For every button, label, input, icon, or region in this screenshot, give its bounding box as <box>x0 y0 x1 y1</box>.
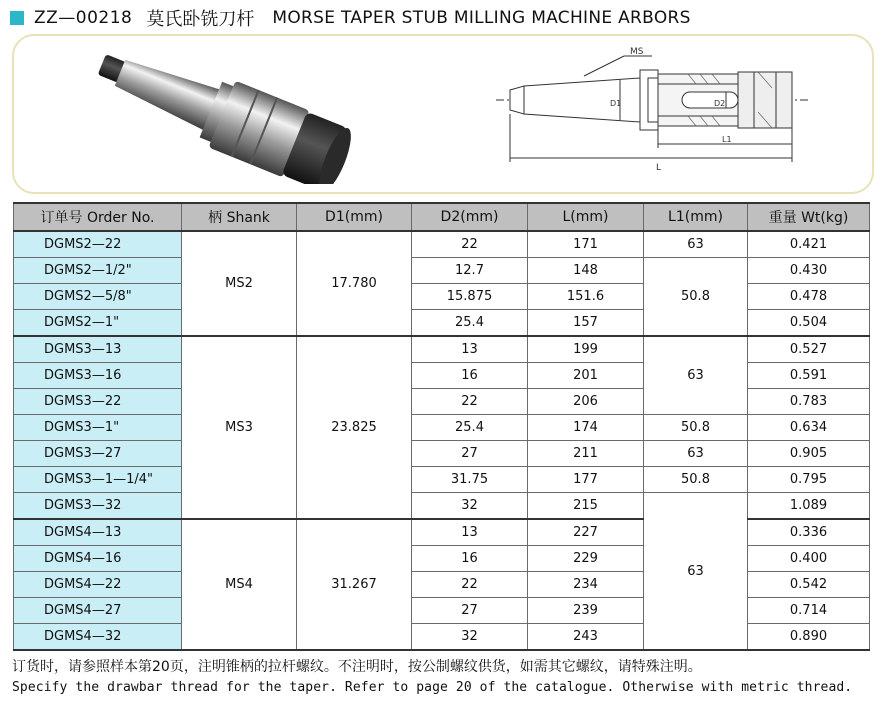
table-cell: 13 <box>412 336 528 363</box>
table-row <box>14 441 870 467</box>
table-cell: 0.478 <box>748 284 870 310</box>
l1-cell: 50.8 <box>644 258 748 337</box>
note-chinese: 订货时，请参照样本第20页，注明锥柄的拉杆螺纹。不注明时，按公制螺纹供货，如需其它螺纹，请特殊注明。 <box>12 659 702 675</box>
table-cell: 148 <box>528 258 644 284</box>
l1-cell: 63 <box>644 336 748 415</box>
table-cell: 211 <box>528 441 644 467</box>
table-cell: 25.4 <box>412 415 528 441</box>
title-bar <box>10 6 691 30</box>
table-cell: 0.504 <box>748 310 870 337</box>
table-cell: 243 <box>528 624 644 651</box>
table-cell: 0.795 <box>748 467 870 493</box>
table-row <box>14 336 870 363</box>
table-cell: 234 <box>528 572 644 598</box>
l1-cell: 63 <box>644 441 748 467</box>
order-number-cell: DGMS3—13 <box>14 336 182 363</box>
d1-cell: 23.825 <box>297 336 412 519</box>
table-row <box>14 415 870 441</box>
shank-cell: MS4 <box>182 519 297 650</box>
table-row <box>14 258 870 284</box>
table-cell: 25.4 <box>412 310 528 337</box>
header-d1: D1(mm) <box>297 203 412 231</box>
order-number-cell: DGMS3—22 <box>14 389 182 415</box>
order-number-cell: DGMS2—22 <box>14 231 182 258</box>
table-row <box>14 467 870 493</box>
table-cell: 0.542 <box>748 572 870 598</box>
order-number-cell: DGMS2—1/2" <box>14 258 182 284</box>
table-cell: 32 <box>412 624 528 651</box>
table-cell: 239 <box>528 598 644 624</box>
table-cell: 0.783 <box>748 389 870 415</box>
drawing-label-ms: MS <box>630 47 644 57</box>
table-row <box>14 231 870 258</box>
header-l: L(mm) <box>528 203 644 231</box>
table-cell: 177 <box>528 467 644 493</box>
figure-panel <box>12 34 874 194</box>
shank-cell: MS3 <box>182 336 297 519</box>
d1-cell: 31.267 <box>297 519 412 650</box>
table-cell: 27 <box>412 598 528 624</box>
header-shank: 柄 Shank <box>182 203 297 231</box>
table-cell: 32 <box>412 493 528 520</box>
l1-cell: 50.8 <box>644 467 748 493</box>
title-chinese: 莫氏卧铣刀杆 <box>146 9 255 30</box>
table-cell: 0.336 <box>748 519 870 546</box>
table-cell: 0.400 <box>748 546 870 572</box>
order-number-cell: DGMS4—13 <box>14 519 182 546</box>
l1-cell: 50.8 <box>644 415 748 441</box>
drawing-label-l1: L1 <box>722 135 732 144</box>
table-cell: 0.527 <box>748 336 870 363</box>
title-marker-icon <box>10 11 24 25</box>
table-cell: 1.089 <box>748 493 870 520</box>
table-cell: 174 <box>528 415 644 441</box>
table-cell: 151.6 <box>528 284 644 310</box>
table-cell: 201 <box>528 363 644 389</box>
table-cell: 171 <box>528 231 644 258</box>
table-cell: 15.875 <box>412 284 528 310</box>
table-cell: 229 <box>528 546 644 572</box>
table-cell: 22 <box>412 231 528 258</box>
order-number-cell: DGMS4—22 <box>14 572 182 598</box>
table-cell: 13 <box>412 519 528 546</box>
order-number-cell: DGMS3—1—1/4" <box>14 467 182 493</box>
table-cell: 199 <box>528 336 644 363</box>
title-english: MORSE TAPER STUB MILLING MACHINE ARBORS <box>272 8 691 28</box>
note-english: Specify the drawbar thread for the taper. Refer to page 20 of the catalogue. Otherwise with metric thread. <box>12 680 853 695</box>
table-cell: 22 <box>412 572 528 598</box>
table-cell: 0.905 <box>748 441 870 467</box>
drawing-label-l: L <box>656 163 662 173</box>
table-cell: 31.75 <box>412 467 528 493</box>
table-cell: 16 <box>412 363 528 389</box>
table-cell: 0.430 <box>748 258 870 284</box>
shank-cell: MS2 <box>182 231 297 336</box>
table-cell: 0.714 <box>748 598 870 624</box>
catalog-code: ZZ—00218 <box>34 8 133 28</box>
l1-cell: 63 <box>644 493 748 651</box>
table-cell: 22 <box>412 389 528 415</box>
order-number-cell: DGMS3—32 <box>14 493 182 520</box>
d1-cell: 17.780 <box>297 231 412 336</box>
table-cell: 16 <box>412 546 528 572</box>
table-cell: 215 <box>528 493 644 520</box>
table-cell: 12.7 <box>412 258 528 284</box>
header-weight: 重量 Wt(kg) <box>748 203 870 231</box>
order-number-cell: DGMS4—32 <box>14 624 182 651</box>
order-number-cell: DGMS3—1" <box>14 415 182 441</box>
order-number-cell: DGMS4—27 <box>14 598 182 624</box>
arbor-photo <box>72 44 372 184</box>
table-cell: 27 <box>412 441 528 467</box>
table-cell: 157 <box>528 310 644 337</box>
l1-cell: 63 <box>644 231 748 258</box>
drawing-label-d2: D2 <box>714 99 726 108</box>
table-cell: 0.421 <box>748 231 870 258</box>
table-cell: 206 <box>528 389 644 415</box>
order-number-cell: DGMS3—27 <box>14 441 182 467</box>
order-number-cell: DGMS2—5/8" <box>14 284 182 310</box>
header-l1: L1(mm) <box>644 203 748 231</box>
table-row <box>14 493 870 520</box>
spec-table <box>13 202 870 651</box>
table-cell: 0.634 <box>748 415 870 441</box>
table-cell: 227 <box>528 519 644 546</box>
order-number-cell: DGMS2—1" <box>14 310 182 337</box>
header-d2: D2(mm) <box>412 203 528 231</box>
order-number-cell: DGMS4—16 <box>14 546 182 572</box>
table-header-row <box>14 203 870 231</box>
table-cell: 0.890 <box>748 624 870 651</box>
drawing-label-d1: D1 <box>610 99 622 108</box>
order-number-cell: DGMS3—16 <box>14 363 182 389</box>
table-cell: 0.591 <box>748 363 870 389</box>
header-order: 订单号 Order No. <box>14 203 182 231</box>
arbor-technical-drawing <box>496 44 816 184</box>
